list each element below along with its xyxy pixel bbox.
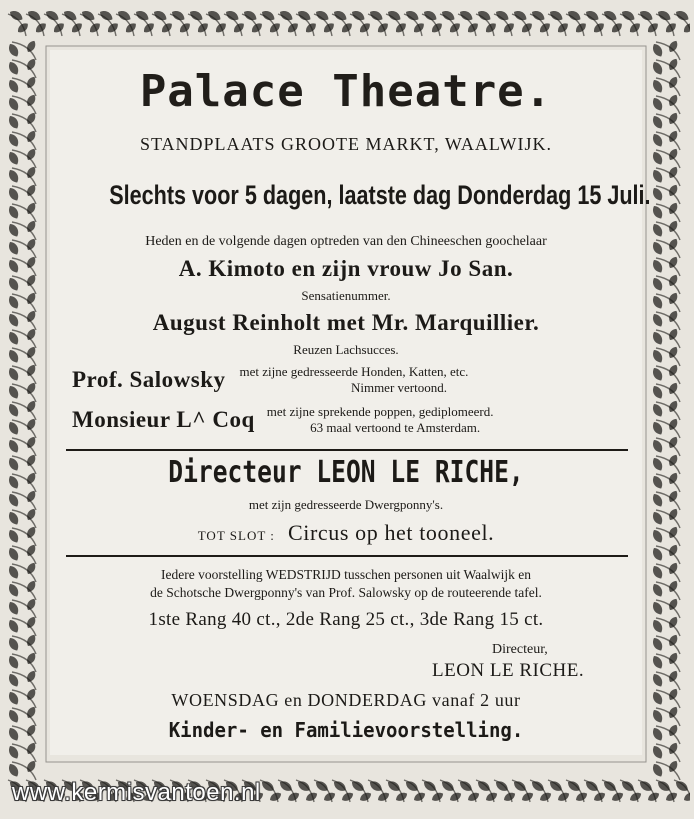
border-leaf: [502, 21, 516, 35]
border-leaf: [650, 96, 664, 113]
border-leaf: [6, 564, 20, 581]
act-kimoto-note: Sensatienummer.: [301, 288, 391, 303]
signoff-role: Directeur,: [492, 642, 548, 657]
border-leaf: [6, 528, 20, 545]
border-leaf: [6, 186, 20, 203]
border-leaf: [650, 294, 664, 311]
border-leaf: [340, 21, 354, 35]
border-leaf: [6, 348, 20, 365]
border-leaf: [6, 762, 20, 779]
border-leaf: [6, 294, 20, 311]
border-leaf: [52, 21, 66, 35]
act-lecoq-desc-line2: 63 maal vertoond te Amsterdam.: [310, 420, 481, 435]
border-leaf: [650, 42, 664, 59]
border-leaf: [16, 21, 30, 35]
border-leaf: [610, 21, 624, 35]
act-salowsky-name: Prof. Salowsky: [72, 367, 226, 392]
border-leaf: [70, 21, 84, 35]
act-kimoto: A. Kimoto en zijn vrouw Jo San.: [178, 256, 514, 281]
border-leaf: [682, 21, 690, 35]
finale-value: Circus op het tooneel.: [288, 520, 495, 545]
border-leaf: [484, 21, 498, 35]
days-announcement: Slechts voor 5 dagen, laatste dag Donderdag 15 Juli.: [109, 180, 651, 210]
border-leaf: [394, 21, 408, 35]
border-leaf: [650, 456, 664, 473]
border-leaf: [650, 636, 664, 653]
border-leaf: [178, 21, 192, 35]
border-leaf: [286, 21, 300, 35]
border-leaf: [650, 708, 664, 725]
border-leaf: [322, 21, 336, 35]
border-leaf: [650, 150, 664, 167]
border-leaf: [6, 582, 20, 599]
border-leaf: [574, 21, 588, 35]
border-leaf: [650, 744, 664, 761]
border-leaf: [232, 21, 246, 35]
divider-rule: [66, 449, 628, 451]
border-leaf: [592, 21, 606, 35]
border-leaf: [6, 636, 20, 653]
border-leaf: [6, 654, 20, 671]
act-lecoq-name: Monsieur L^ Coq: [72, 407, 255, 432]
border-leaf: [650, 240, 664, 257]
border-leaf: [106, 21, 120, 35]
border-leaf: [6, 276, 20, 293]
border-leaf: [650, 600, 664, 617]
border-leaf: [6, 618, 20, 635]
finale-line: [50, 520, 642, 546]
border-leaf: [6, 96, 20, 113]
border-leaf: [142, 21, 156, 35]
theatre-title: Palace Theatre.: [139, 66, 553, 117]
border-leaf: [466, 21, 480, 35]
border-leaf: [6, 672, 20, 689]
border-leaf: [6, 744, 20, 761]
act-reinholt-note: Reuzen Lachsucces.: [293, 342, 399, 357]
border-leaf: [650, 672, 664, 689]
intro-text: Heden en de volgende dagen optreden van den Chineeschen goochelaar: [145, 234, 547, 249]
border-leaf: [650, 492, 664, 509]
border-leaf: [6, 330, 20, 347]
border-leaf: [538, 21, 552, 35]
border-leaf: [412, 21, 426, 35]
border-leaf: [6, 78, 20, 95]
director-headline: Directeur LEON LE RICHE,: [168, 455, 524, 490]
border-leaf: [6, 726, 20, 743]
act-lecoq-desc-line1: met zijne sprekende poppen, gediplomeerd.: [266, 404, 494, 419]
border-leaf: [124, 21, 138, 35]
border-leaf: [6, 438, 20, 455]
matinee-line: WOENSDAG en DONDERDAG vanaf 2 uur: [171, 690, 521, 710]
border-leaf: [628, 21, 642, 35]
border-leaf: [650, 546, 664, 563]
border-leaf: [6, 222, 20, 239]
border-leaf: [6, 420, 20, 437]
border-leaf: [650, 330, 664, 347]
border-leaf: [650, 114, 664, 131]
border-leaf: [358, 21, 372, 35]
border-leaf: [556, 21, 570, 35]
border-leaf: [650, 186, 664, 203]
border-leaf: [520, 21, 534, 35]
border-leaf: [650, 348, 664, 365]
border-leaf: [650, 276, 664, 293]
border-leaf: [650, 384, 664, 401]
border-leaf: [650, 402, 664, 419]
border-leaf: [650, 132, 664, 149]
border-leaf: [650, 258, 664, 275]
border-leaf: [196, 21, 210, 35]
border-leaf: [650, 618, 664, 635]
border-leaf: [88, 21, 102, 35]
border-leaf: [650, 204, 664, 221]
border-leaf: [650, 510, 664, 527]
advertisement-body: [50, 50, 651, 755]
border-leaf: [650, 582, 664, 599]
border-leaf: [650, 366, 664, 383]
border-leaf: [160, 21, 174, 35]
divider-rule: [66, 555, 628, 557]
border-leaf: [6, 204, 20, 221]
border-leaf: [6, 312, 20, 329]
contest-line-2: de Schotsche Dwergponny's van Prof. Salowsky op de routeerende tafel.: [150, 585, 542, 600]
border-leaf: [268, 21, 282, 35]
border-leaf: [250, 21, 264, 35]
border-leaf: [430, 21, 444, 35]
border-leaf: [6, 492, 20, 509]
border-leaf: [664, 21, 678, 35]
border-leaf: [6, 708, 20, 725]
finale-label: TOT SLOT :: [197, 528, 275, 543]
border-leaf: [650, 312, 664, 329]
act-salowsky-desc-line2: Nimmer vertoond.: [350, 380, 447, 395]
border-leaf: [650, 420, 664, 437]
border-leaf: [650, 762, 664, 779]
border-leaf: [650, 474, 664, 491]
border-leaf: [34, 21, 48, 35]
act-salowsky-desc: [240, 364, 469, 396]
border-leaf: [650, 654, 664, 671]
border-leaf: [6, 384, 20, 401]
border-leaf: [6, 546, 20, 563]
border-leaf: [650, 564, 664, 581]
website-watermark: www.kermisvantoen.nl: [12, 779, 261, 806]
border-leaf: [650, 690, 664, 707]
location-subtitle: STANDPLAATS GROOTE MARKT, WAALWIJK.: [139, 134, 553, 154]
director-sub: met zijn gedresseerde Dwergponny's.: [248, 497, 444, 512]
border-leaf: [6, 258, 20, 275]
border-leaf: [448, 21, 462, 35]
border-leaf: [650, 168, 664, 185]
border-leaf: [6, 132, 20, 149]
act-reinholt: August Reinholt met Mr. Marquillier.: [152, 310, 540, 335]
border-leaf: [6, 168, 20, 185]
contest-line-1: Iedere voorstelling WEDSTRIJD tusschen personen uit Waalwijk en: [161, 567, 531, 582]
act-salowsky-desc-line1: met zijne gedresseerde Honden, Katten, etc.: [239, 364, 469, 379]
signoff-name: LEON LE RICHE.: [432, 660, 585, 681]
border-leaf: [650, 438, 664, 455]
border-leaf: [6, 150, 20, 167]
border-leaf: [650, 528, 664, 545]
family-show: Kinder- en Familievoorstelling.: [168, 718, 524, 742]
border-leaf: [650, 222, 664, 239]
border-leaf: [650, 78, 664, 95]
border-leaf: [304, 21, 318, 35]
border-leaf: [646, 21, 660, 35]
border-leaf: [6, 240, 20, 257]
border-leaf: [6, 402, 20, 419]
border-leaf: [6, 114, 20, 131]
border-leaf: [6, 60, 20, 77]
act-lecoq-desc: [267, 404, 494, 436]
border-leaf: [6, 474, 20, 491]
act-lecoq: [72, 404, 493, 436]
border-leaf: [6, 456, 20, 473]
border-leaf: [6, 690, 20, 707]
act-salowsky: [72, 364, 468, 396]
border-leaf: [376, 21, 390, 35]
border-leaf: [6, 366, 20, 383]
border-leaf: [6, 510, 20, 527]
border-leaf: [650, 726, 664, 743]
ticket-prices: 1ste Rang 40 ct., 2de Rang 25 ct., 3de Rang 15 ct.: [148, 609, 544, 630]
border-leaf: [6, 600, 20, 617]
border-leaf: [6, 42, 20, 59]
border-leaf: [214, 21, 228, 35]
border-leaf: [650, 60, 664, 77]
